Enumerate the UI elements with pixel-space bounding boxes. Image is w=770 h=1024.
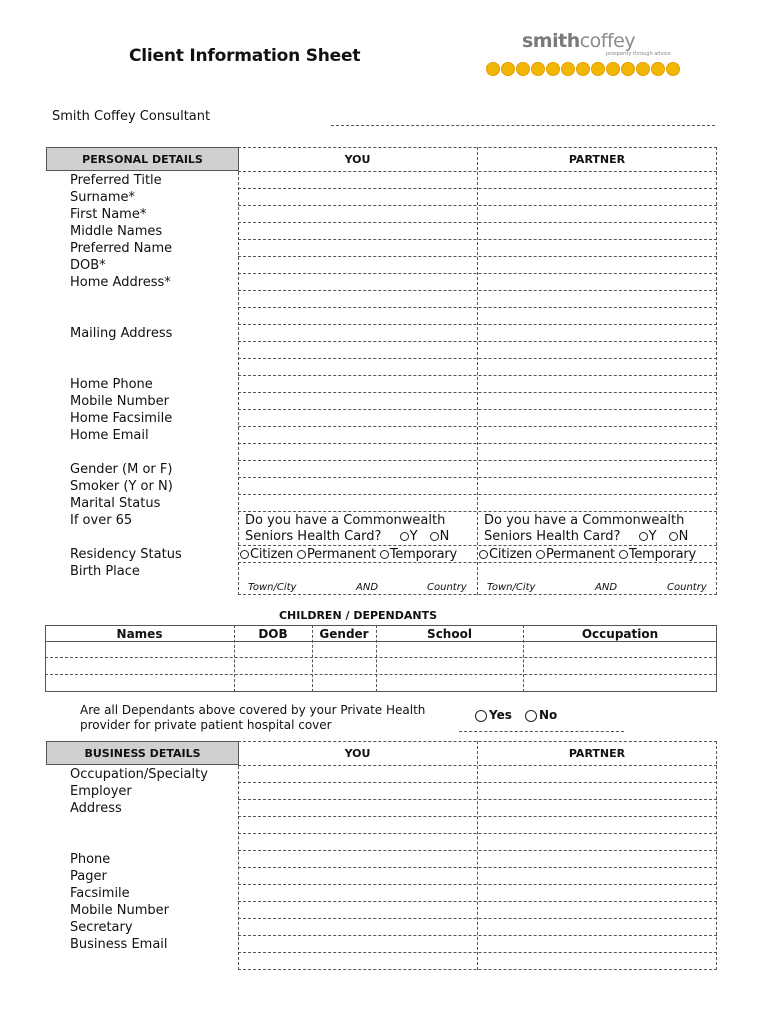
label-mobile-number: Mobile Number (70, 394, 169, 409)
label-marital-status: Marital Status (70, 496, 161, 511)
seniors-partner-n-radio[interactable]: N (669, 529, 689, 544)
label-preferred-title: Preferred Title (70, 173, 162, 188)
residency-you (240, 547, 457, 562)
business-details-header: BUSINESS DETAILS (46, 741, 239, 765)
label-if-over-65: If over 65 (70, 513, 133, 528)
personal-details-header: PERSONAL DETAILS (46, 147, 239, 171)
col-you: YOU (344, 153, 371, 166)
label-smoker: Smoker (Y or N) (70, 479, 173, 494)
label-facsimile: Facsimile (70, 886, 130, 901)
label-address: Address (70, 801, 122, 816)
residency-you-citizen-radio[interactable]: Citizen (240, 547, 293, 562)
label-home-address: Home Address* (70, 275, 171, 290)
logo-tagline: prosperity through advice (606, 51, 671, 57)
label-dob: DOB* (70, 258, 106, 273)
residency-partner-citizen-radio[interactable]: Citizen (479, 547, 532, 562)
dependants-no-radio[interactable]: No (525, 708, 557, 722)
label-home-facsimile: Home Facsimile (70, 411, 173, 426)
label-phone: Phone (70, 852, 111, 867)
label-home-phone: Home Phone (70, 377, 153, 392)
bp-country-you: Country (427, 582, 467, 593)
seniors-partner-y-radio[interactable]: Y (639, 529, 657, 544)
bp-and-partner: AND (595, 582, 618, 593)
children-col-gender: Gender (319, 627, 369, 641)
bp-country-partner: Country (667, 582, 707, 593)
label-business-mobile: Mobile Number (70, 903, 169, 918)
residency-partner-temporary-radio[interactable]: Temporary (619, 547, 696, 562)
business-col-you: YOU (344, 747, 371, 760)
residency-partner (479, 547, 696, 562)
seniors-question-partner-line1: Do you have a Commonwealth (484, 513, 685, 528)
label-first-name: First Name* (70, 207, 147, 222)
bp-town-partner: Town/City (487, 582, 536, 593)
seniors-question-you: Seniors Health Card? Y N (245, 529, 450, 544)
dependants-question-line2: provider for private patient hospital cover (80, 718, 332, 732)
logo-graphic (486, 62, 682, 79)
label-pager: Pager (70, 869, 107, 884)
seniors-you-n-radio[interactable]: N (430, 529, 450, 544)
label-preferred-name: Preferred Name (70, 241, 173, 256)
children-col-school: School (427, 627, 472, 641)
residency-you-temporary-radio[interactable]: Temporary (380, 547, 457, 562)
residency-partner-permanent-radio[interactable]: Permanent (536, 547, 615, 562)
label-middle-names: Middle Names (70, 224, 163, 239)
label-business-email: Business Email (70, 937, 168, 952)
business-col-partner: PARTNER (568, 747, 626, 760)
children-col-names: Names (116, 627, 163, 641)
label-secretary: Secretary (70, 920, 133, 935)
company-logo: smithcoffey (522, 30, 636, 52)
residency-you-permanent-radio[interactable]: Permanent (297, 547, 376, 562)
page-title: Client Information Sheet (129, 46, 361, 66)
label-mailing-address: Mailing Address (70, 326, 173, 341)
label-birth-place: Birth Place (70, 564, 140, 579)
seniors-question-you-line1: Do you have a Commonwealth (245, 513, 446, 528)
children-section-title: CHILDREN / DEPENDANTS (278, 609, 438, 622)
seniors-you-y-radio[interactable]: Y (400, 529, 418, 544)
label-occupation: Occupation/Specialty (70, 767, 208, 782)
label-home-email: Home Email (70, 428, 149, 443)
col-partner: PARTNER (568, 153, 626, 166)
dependants-yes-radio[interactable]: Yes (475, 708, 512, 722)
label-gender: Gender (M or F) (70, 462, 173, 477)
consultant-label: Smith Coffey Consultant (52, 109, 211, 124)
label-surname: Surname* (70, 190, 135, 205)
seniors-question-partner: Seniors Health Card? Y N (484, 529, 689, 544)
bp-town-you: Town/City (248, 582, 297, 593)
bp-and-you: AND (356, 582, 379, 593)
consultant-field[interactable] (331, 125, 715, 126)
children-col-dob: DOB (258, 627, 288, 641)
label-employer: Employer (70, 784, 132, 799)
label-residency-status: Residency Status (70, 547, 182, 562)
children-col-occupation: Occupation (581, 627, 659, 641)
dependants-question-line1: Are all Dependants above covered by your Private Health (80, 703, 426, 717)
